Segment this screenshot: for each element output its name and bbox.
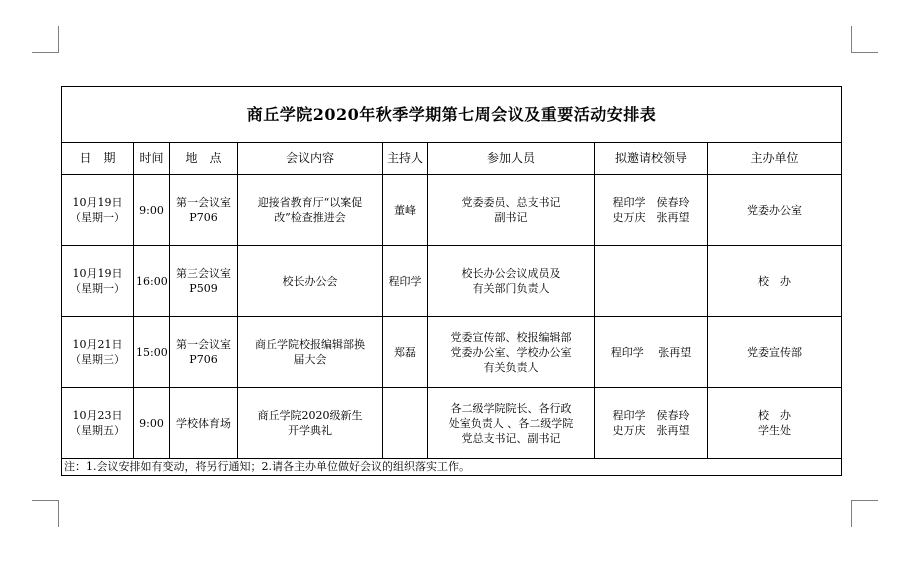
cell-content: 校长办公会: [238, 246, 383, 317]
cell-organizer: 校 办: [708, 246, 842, 317]
cell-place: 第三会议室 P509: [170, 246, 238, 317]
header-date: 日 期: [62, 143, 134, 175]
cell-host: 董峰: [383, 175, 428, 246]
cell-place: 第一会议室 P706: [170, 175, 238, 246]
cell-time: 9:00: [134, 175, 170, 246]
crop-mark-bottom-right: [851, 500, 878, 527]
table-row: [62, 175, 842, 246]
cell-content: 迎接省教育厅“以案促 改”检查推进会: [238, 175, 383, 246]
header-organizer: 主办单位: [708, 143, 842, 175]
cell-time: 16:00: [134, 246, 170, 317]
cell-host: 程印学: [383, 246, 428, 317]
crop-mark-top-right: [851, 26, 878, 53]
cell-host: [383, 388, 428, 459]
cell-place: 第一会议室 P706: [170, 317, 238, 388]
cell-content: 商丘学院校报编辑部换 届大会: [238, 317, 383, 388]
table-note: 注：1.会议安排如有变动，将另行通知；2.请各主办单位做好会议的组织落实工作。: [62, 459, 842, 476]
crop-mark-bottom-left: [32, 500, 59, 527]
cell-leaders: 程印学 张再望: [595, 317, 708, 388]
schedule-table: [61, 86, 842, 476]
cell-organizer: 党委办公室: [708, 175, 842, 246]
cell-date: 10月19日 （星期一）: [62, 246, 134, 317]
note-row: [62, 459, 842, 476]
header-time: 时间: [134, 143, 170, 175]
table-row: [62, 317, 842, 388]
cell-date: 10月21日 （星期三）: [62, 317, 134, 388]
crop-mark-top-left: [32, 26, 59, 53]
table-row: [62, 388, 842, 459]
header-content: 会议内容: [238, 143, 383, 175]
header-row: [62, 143, 842, 175]
header-place: 地 点: [170, 143, 238, 175]
cell-attendees: 党委委员、总支书记 副书记: [428, 175, 595, 246]
header-leaders: 拟邀请校领导: [595, 143, 708, 175]
cell-time: 9:00: [134, 388, 170, 459]
cell-date: 10月19日 （星期一）: [62, 175, 134, 246]
cell-content: 商丘学院2020级新生 开学典礼: [238, 388, 383, 459]
cell-attendees: 校长办公会议成员及 有关部门负责人: [428, 246, 595, 317]
cell-leaders: 程印学 侯春玲 史万庆 张再望: [595, 388, 708, 459]
cell-time: 15:00: [134, 317, 170, 388]
cell-host: 郑磊: [383, 317, 428, 388]
cell-attendees: 党委宣传部、校报编辑部 党委办公室、学校办公室 有关负责人: [428, 317, 595, 388]
cell-organizer: 党委宣传部: [708, 317, 842, 388]
header-host: 主持人: [383, 143, 428, 175]
cell-attendees: 各二级学院院长、各行政 处室负责人 、各二级学院 党总支书记、副书记: [428, 388, 595, 459]
cell-organizer: 校 办 学生处: [708, 388, 842, 459]
cell-leaders: 程印学 侯春玲 史万庆 张再望: [595, 175, 708, 246]
cell-place: 学校体育场: [170, 388, 238, 459]
cell-leaders: [595, 246, 708, 317]
title-row: [62, 87, 842, 143]
table-title: 商丘学院2020年秋季学期第七周会议及重要活动安排表: [62, 87, 842, 143]
table-row: [62, 246, 842, 317]
header-attendees: 参加人员: [428, 143, 595, 175]
cell-date: 10月23日 （星期五）: [62, 388, 134, 459]
